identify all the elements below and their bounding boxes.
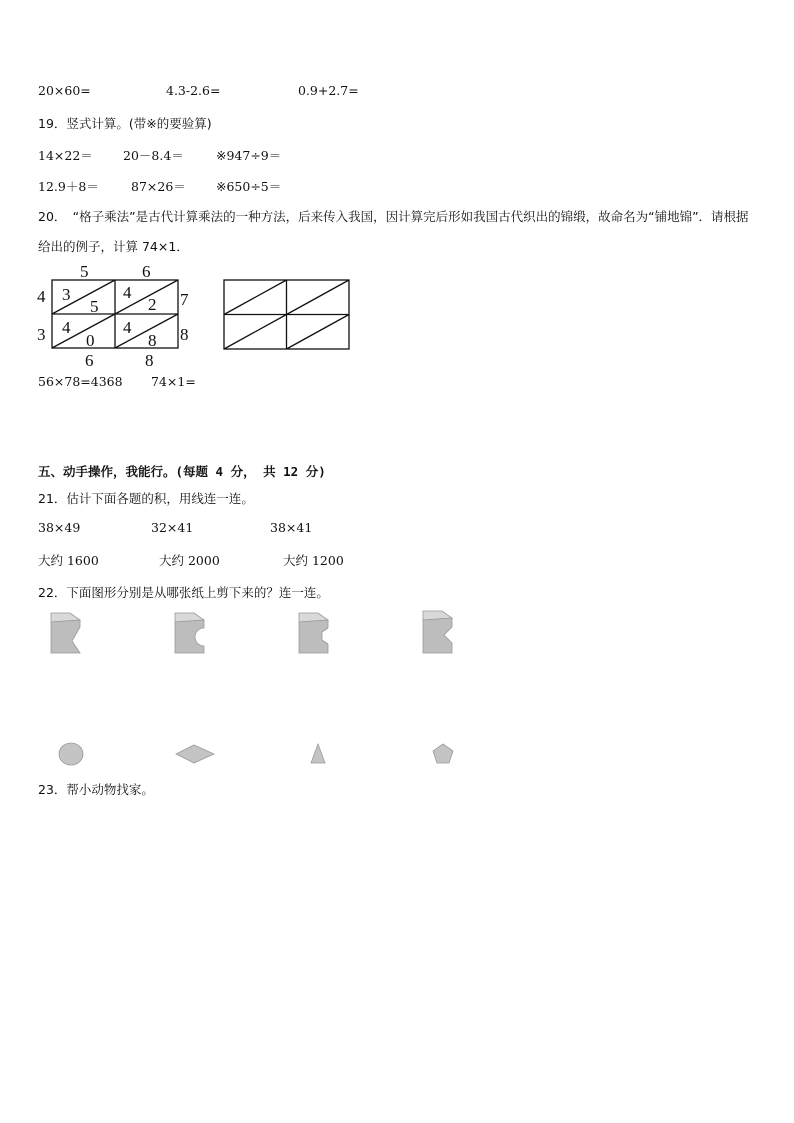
cell-digit: 4 <box>123 283 132 302</box>
left-digit: 4 <box>37 287 46 306</box>
shape-rhombus <box>174 743 218 765</box>
q21-expr: 38×49 <box>38 520 81 535</box>
cell-digit: 4 <box>62 318 71 337</box>
paper-semicircle-cut <box>172 610 212 656</box>
q19-expr: 14×22＝ <box>38 148 93 163</box>
left-digit: 3 <box>37 325 46 344</box>
right-digit: 7 <box>180 290 189 309</box>
q19-expr: ※650÷5＝ <box>216 179 282 194</box>
q19-expr: ※947÷9＝ <box>216 148 282 163</box>
q19-expr: 12.9＋8＝ <box>38 179 99 194</box>
cell-digit: 2 <box>148 295 157 314</box>
right-digit: 8 <box>180 325 189 344</box>
expr-20x60: 20×60= <box>38 83 91 98</box>
cell-digit: 5 <box>90 297 99 316</box>
top-digit: 5 <box>80 262 89 281</box>
q19-expr: 20－8.4＝ <box>123 148 184 163</box>
q21-estimate: 大约 1200 <box>283 553 344 568</box>
q21-estimate: 大约 2000 <box>159 553 220 568</box>
q20-text: 20． “格子乘法”是古代计算乘法的一种方法，后来传入我国，因计算完后形如我国古代织出的锦缎，故命名为“铺地锦”．请根据给出的例子，计算 74×1． <box>38 209 749 254</box>
cell-digit: 0 <box>86 331 95 350</box>
expr-4.3-2.6: 4.3-2.6= <box>166 83 221 98</box>
q19-title: 19．竖式计算。(带※的要验算) <box>38 116 212 131</box>
shape-triangle <box>308 742 328 766</box>
lattice-example-grid <box>30 260 200 370</box>
paper-trapezoid-cut <box>48 610 88 656</box>
section-title: 五、动手操作，我能行。(每题 4 分， 共 12 分) <box>38 464 326 479</box>
shape-circle <box>56 740 88 770</box>
expr-0.9+2.7: 0.9+2.7= <box>298 83 359 98</box>
q21-expr: 32×41 <box>151 520 194 535</box>
shape-pentagon <box>430 742 456 766</box>
paper-triangle-cut <box>296 610 336 656</box>
q19-expr: 87×26＝ <box>131 179 186 194</box>
q23-title: 23．帮小动物找家。 <box>38 782 154 797</box>
bottom-digit: 8 <box>145 351 154 370</box>
q21-title: 21．估计下面各题的积，用线连一连。 <box>38 491 254 506</box>
cell-digit: 4 <box>123 318 132 337</box>
lattice-blank-grid <box>222 278 352 352</box>
q22-title: 22．下面图形分别是从哪张纸上剪下来的？连一连。 <box>38 585 329 600</box>
q21-expr: 38×41 <box>270 520 313 535</box>
cell-digit: 3 <box>62 285 71 304</box>
lattice-result-blank: 74×1= <box>151 374 196 389</box>
cell-digit: 8 <box>148 331 157 350</box>
top-digit: 6 <box>142 262 151 281</box>
lattice-result-example: 56×78=4368 <box>38 374 123 389</box>
paper-pentagon-cut <box>420 608 460 656</box>
q21-estimate: 大约 1600 <box>38 553 99 568</box>
bottom-digit: 6 <box>85 351 94 370</box>
